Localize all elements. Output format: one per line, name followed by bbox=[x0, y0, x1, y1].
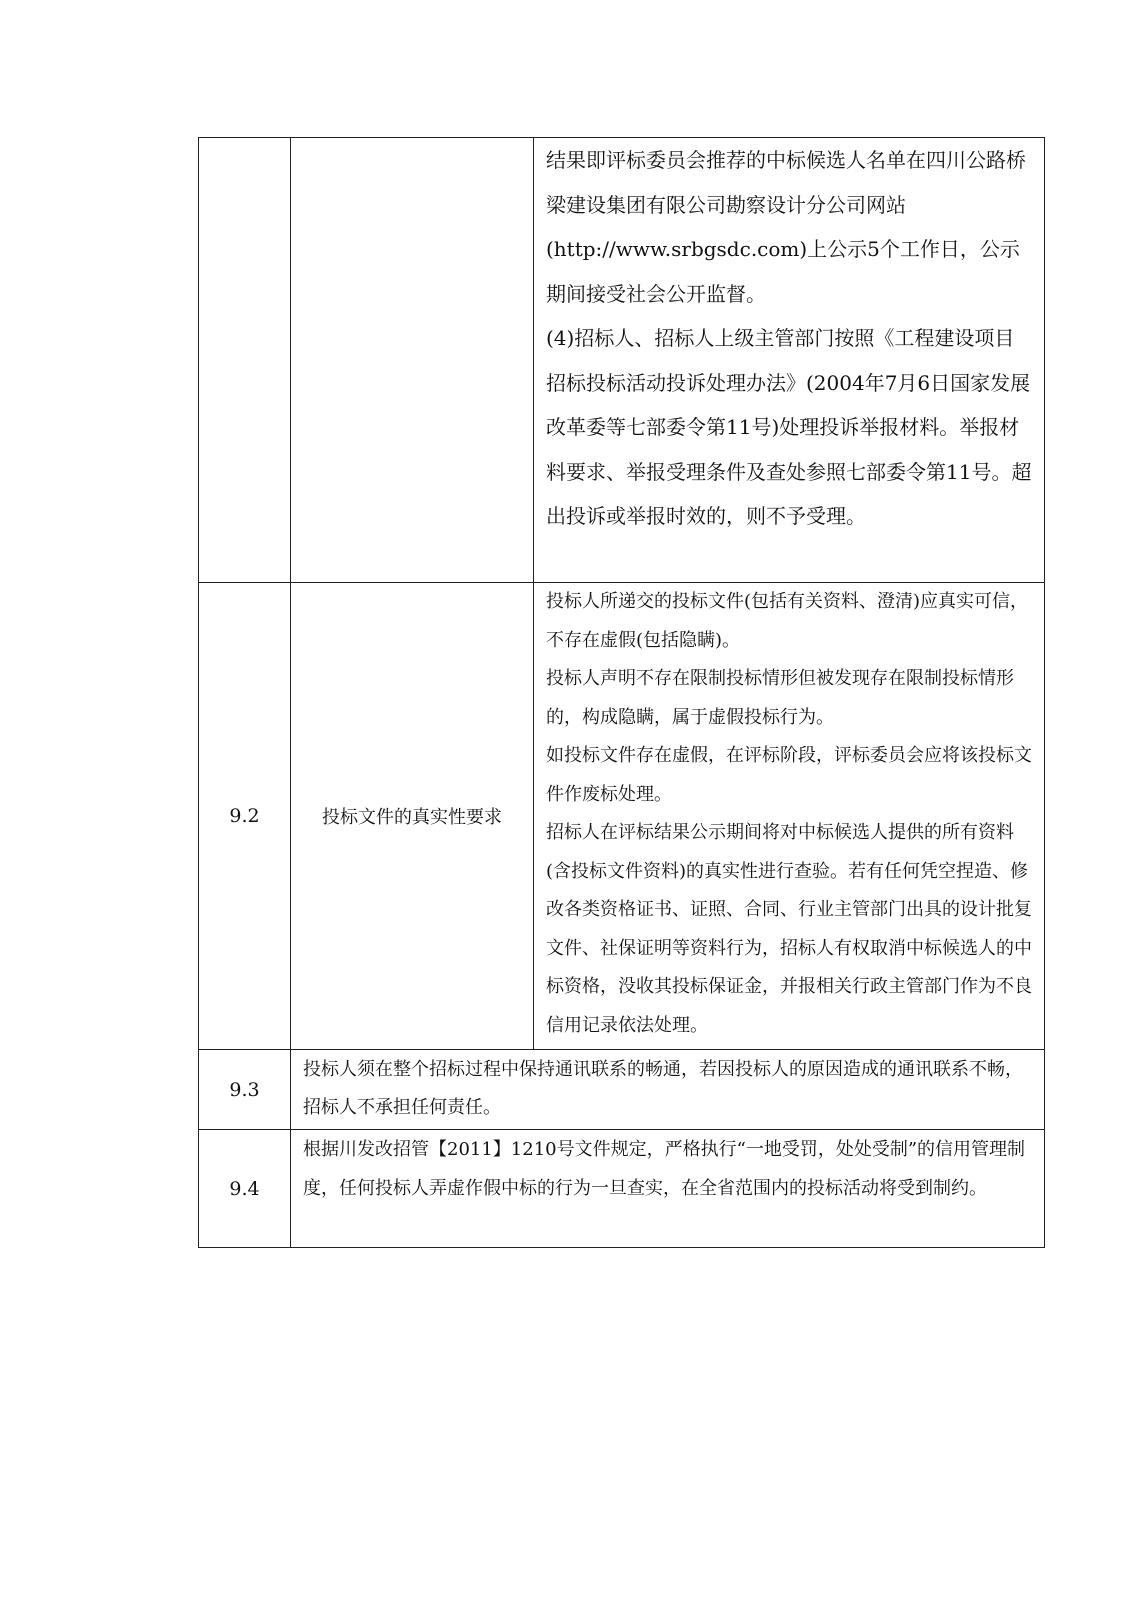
description-paragraph: 投标人声明不存在限制投标情形但被发现存在限制投标情形的，构成隐瞒，属于虚假投标行为。 bbox=[546, 668, 1014, 728]
clause-table bbox=[198, 137, 1045, 1248]
clause-description bbox=[291, 1130, 1044, 1247]
description-paragraph: 如投标文件存在虚假，在评标阶段，评标委员会应将该投标文件作废标处理。 bbox=[546, 745, 1032, 805]
clause-description bbox=[534, 138, 1044, 582]
clause-description bbox=[534, 583, 1044, 1049]
description-paragraph: 结果即评标委员会推荐的中标候选人名单在四川公路桥梁建设集团有限公司勘察设计分公司网站(http://www.srbgsdc.com)上公示5个工作日，公示期间接受社会公开监督。 bbox=[546, 148, 1026, 306]
table-row bbox=[199, 1130, 1044, 1247]
description-paragraph: 根据川发改招管【2011】1210号文件规定，严格执行“一地受罚，处处受制”的信用管理制度，任何投标人弄虚作假中标的行为一旦查实，在全省范围内的投标活动将受到制约。 bbox=[303, 1139, 1026, 1199]
clause-number: 9.3 bbox=[199, 1050, 291, 1129]
clause-number bbox=[199, 138, 291, 582]
description-paragraph: 投标人须在整个招标过程中保持通讯联系的畅通，若因投标人的原因造成的通讯联系不畅，招标人不承担任何责任。 bbox=[303, 1059, 1023, 1118]
description-paragraph: 招标人在评标结果公示期间将对中标候选人提供的所有资料(含投标文件资料)的真实性进行查验。若有任何凭空捏造、修改各类资格证书、证照、合同、行业主管部门出具的设计批复文件、社保证明等资料行为，招标人有权取消中标候选人的中标资格，没收其投标保证金，并报相关行政主管部门作为不良信用记录依法处理。 bbox=[546, 822, 1032, 1036]
clause-description bbox=[291, 1050, 1044, 1129]
clause-item: 投标文件的真实性要求 bbox=[291, 583, 534, 1049]
clause-number: 9.4 bbox=[199, 1130, 291, 1247]
table-row bbox=[199, 1050, 1044, 1130]
description-paragraph: 投标人所递交的投标文件(包括有关资料、澄清)应真实可信，不存在虚假(包括隐瞒)。 bbox=[546, 591, 1029, 651]
clause-item bbox=[291, 138, 534, 582]
clause-number: 9.2 bbox=[199, 583, 291, 1049]
description-paragraph: (4)招标人、招标人上级主管部门按照《工程建设项目招标投标活动投诉处理办法》(2004年7月6日国家发展改革委等七部委令第11号)处理投诉举报材料。举报材料要求、举报受理条件及查处参照七部委令第11号。超出投诉或举报时效的，则不予受理。 bbox=[546, 326, 1032, 528]
table-row bbox=[199, 138, 1044, 583]
table-row bbox=[199, 583, 1044, 1050]
